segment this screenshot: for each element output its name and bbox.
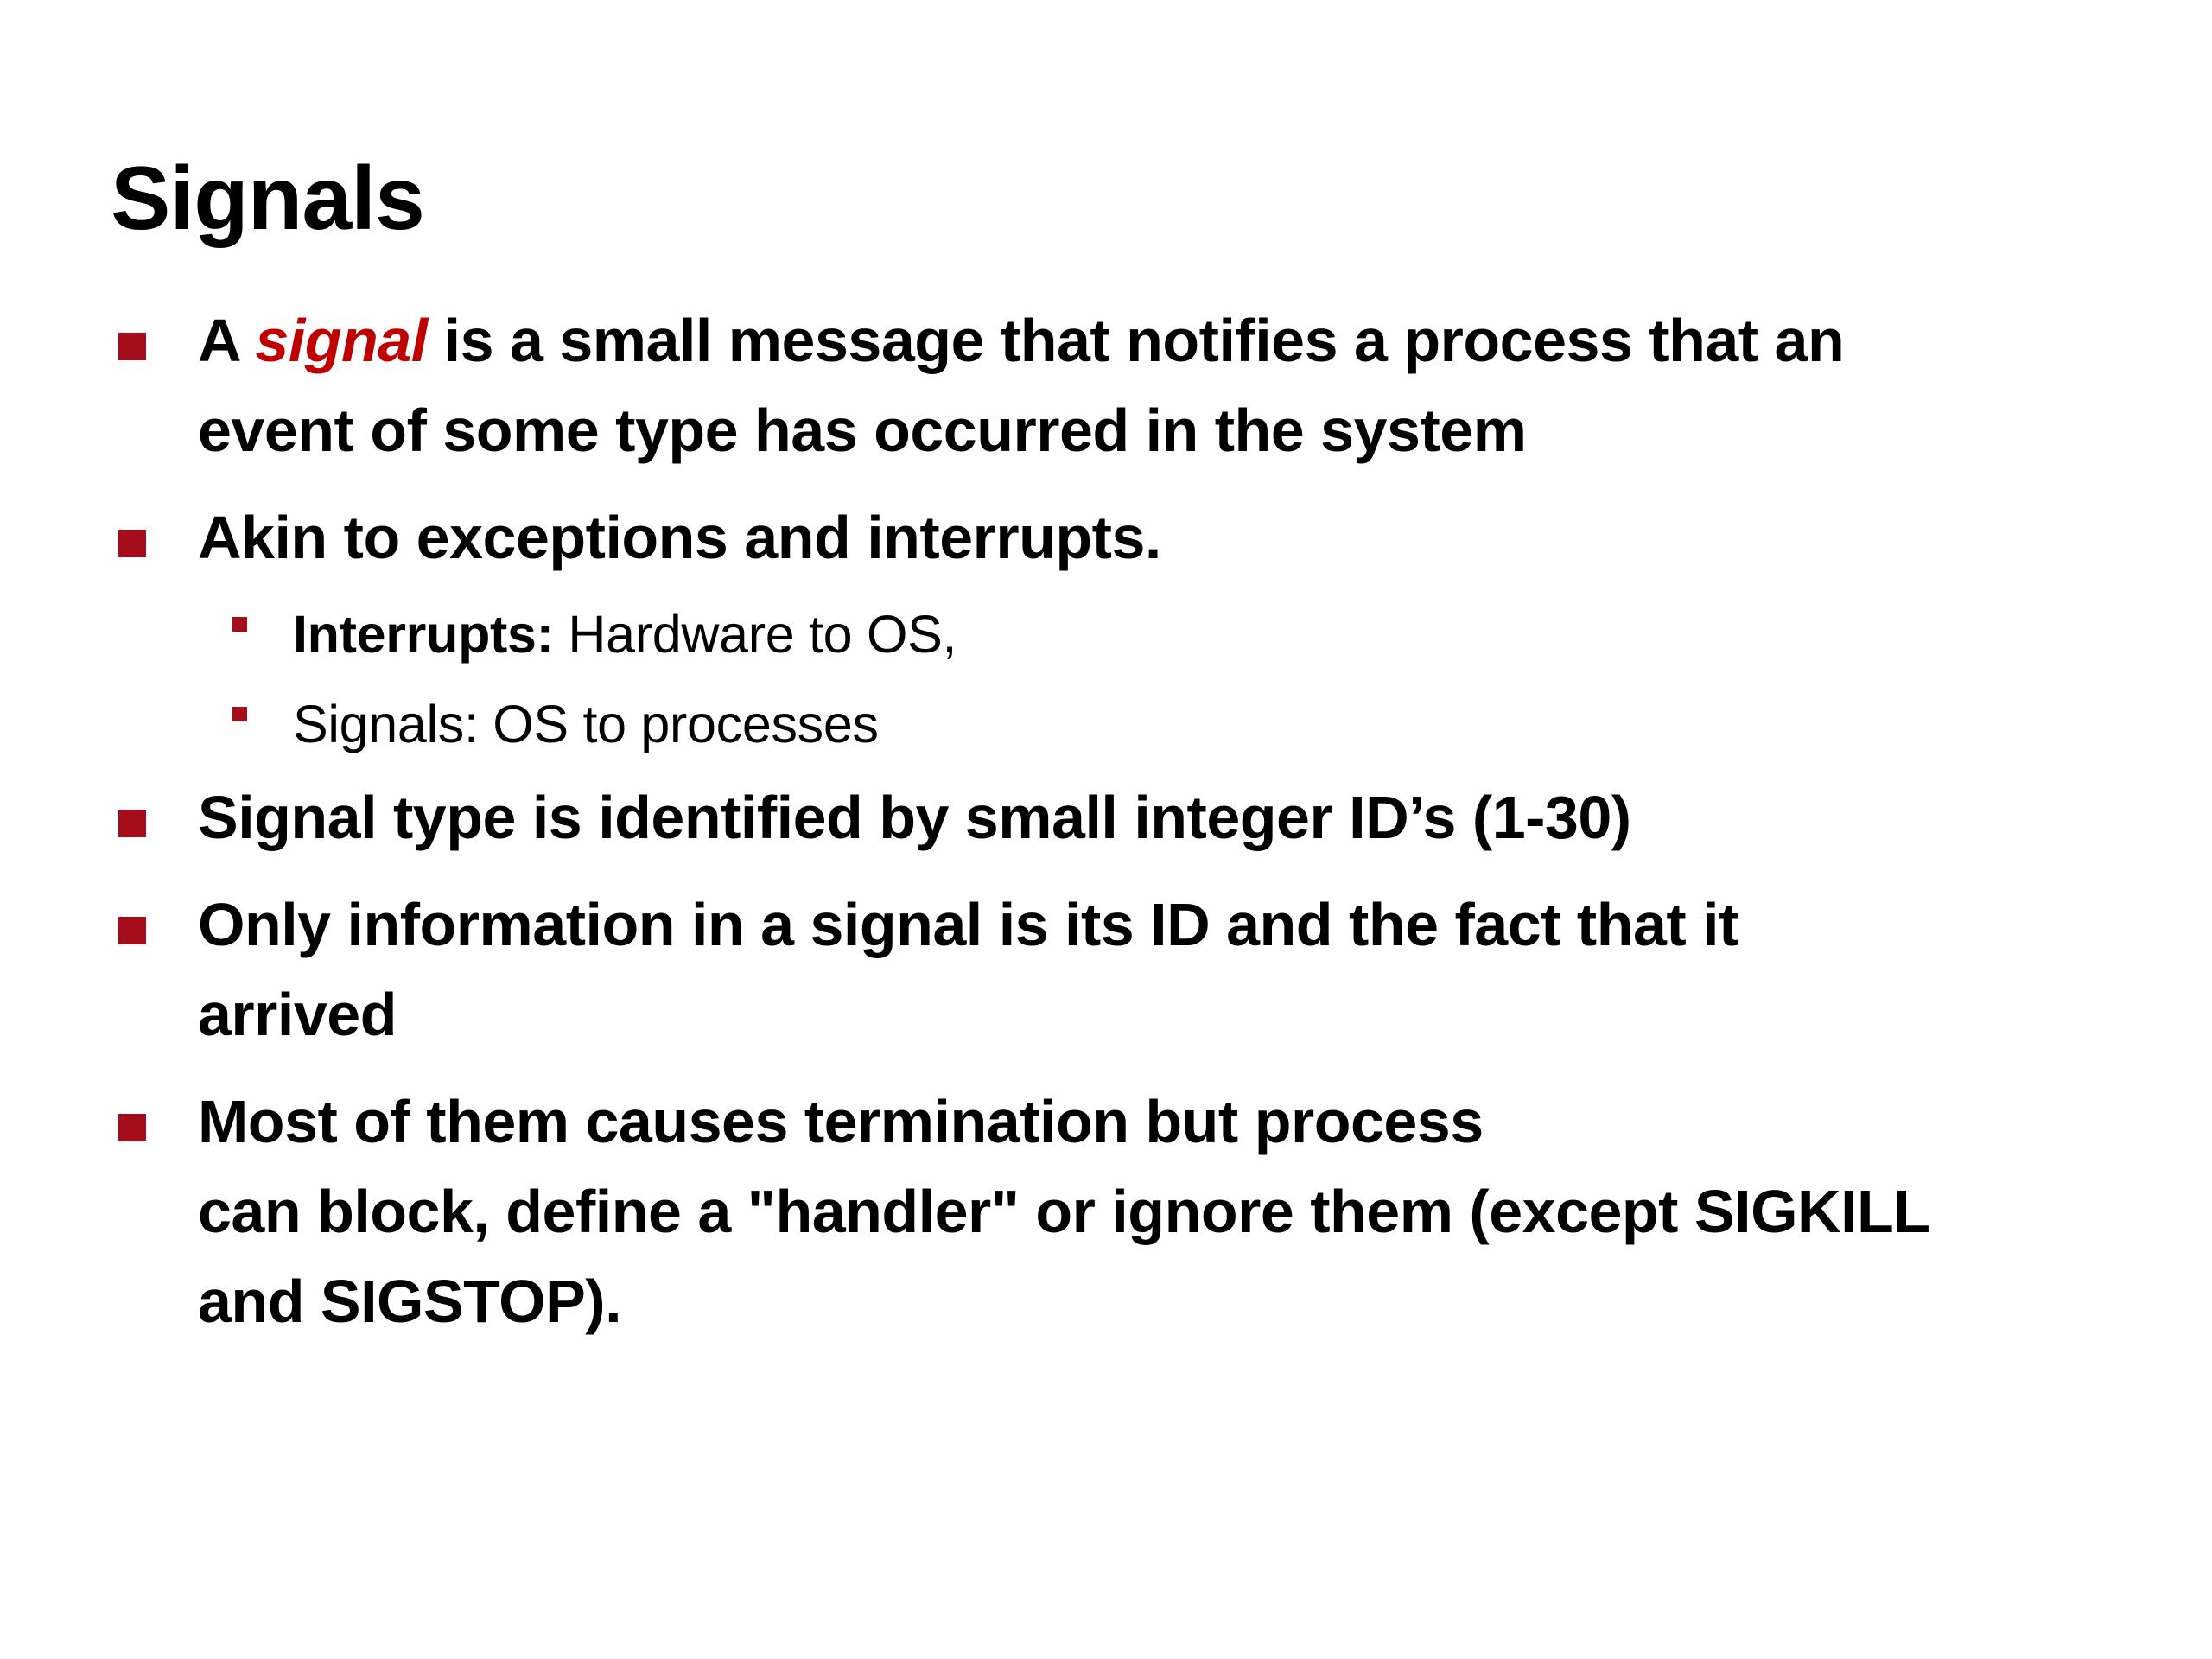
bullet-akin-to-exceptions [111, 493, 2124, 582]
bullet-line: event of some type has occurred in the system [198, 397, 1527, 464]
bullet-list [111, 296, 2124, 1363]
bullet-termination [111, 1077, 2124, 1346]
bullet-line: Akin to exceptions and interrupts. [198, 504, 1161, 571]
square-bullet-icon [118, 810, 146, 837]
bullet-line: Signal type is identified by small integer ID’s (1-30) [198, 784, 1631, 851]
sub-bullet-text: Hardware to OS, [553, 605, 957, 664]
square-bullet-icon [118, 917, 146, 944]
slide-title: Signals [111, 149, 424, 249]
bullet-line: can block, define a "handler" or ignore them (except SIGKILL [198, 1178, 1930, 1245]
square-bullet-icon [118, 333, 146, 360]
sub-bullet-group [111, 589, 2124, 769]
bullet-only-information [111, 880, 2124, 1059]
small-square-bullet-icon [232, 707, 247, 721]
sub-bullet-signals [111, 679, 2124, 769]
bullet-signal-type [111, 772, 2124, 862]
bullet-signal-definition [111, 296, 2124, 475]
bullet-text: is a small message that notifies a process that an [427, 307, 1845, 374]
bullet-prefix: A [198, 307, 256, 374]
square-bullet-icon [118, 530, 146, 557]
sub-bullet-label: Interrupts: [293, 605, 554, 664]
signal-term: signal [255, 307, 428, 374]
square-bullet-icon [118, 1114, 146, 1141]
small-square-bullet-icon [232, 617, 247, 632]
sub-bullet-list [111, 589, 2124, 769]
bullet-line: Most of them causes termination but process [198, 1088, 1484, 1155]
sub-bullet-text: Signals: OS to processes [293, 695, 879, 753]
bullet-line: and SIGSTOP). [198, 1268, 622, 1335]
sub-bullet-interrupts [111, 589, 2124, 679]
bullet-line: arrived [198, 981, 397, 1048]
bullet-line: Only information in a signal is its ID and the fact that it [198, 891, 1738, 958]
bullet-line [198, 296, 2124, 385]
